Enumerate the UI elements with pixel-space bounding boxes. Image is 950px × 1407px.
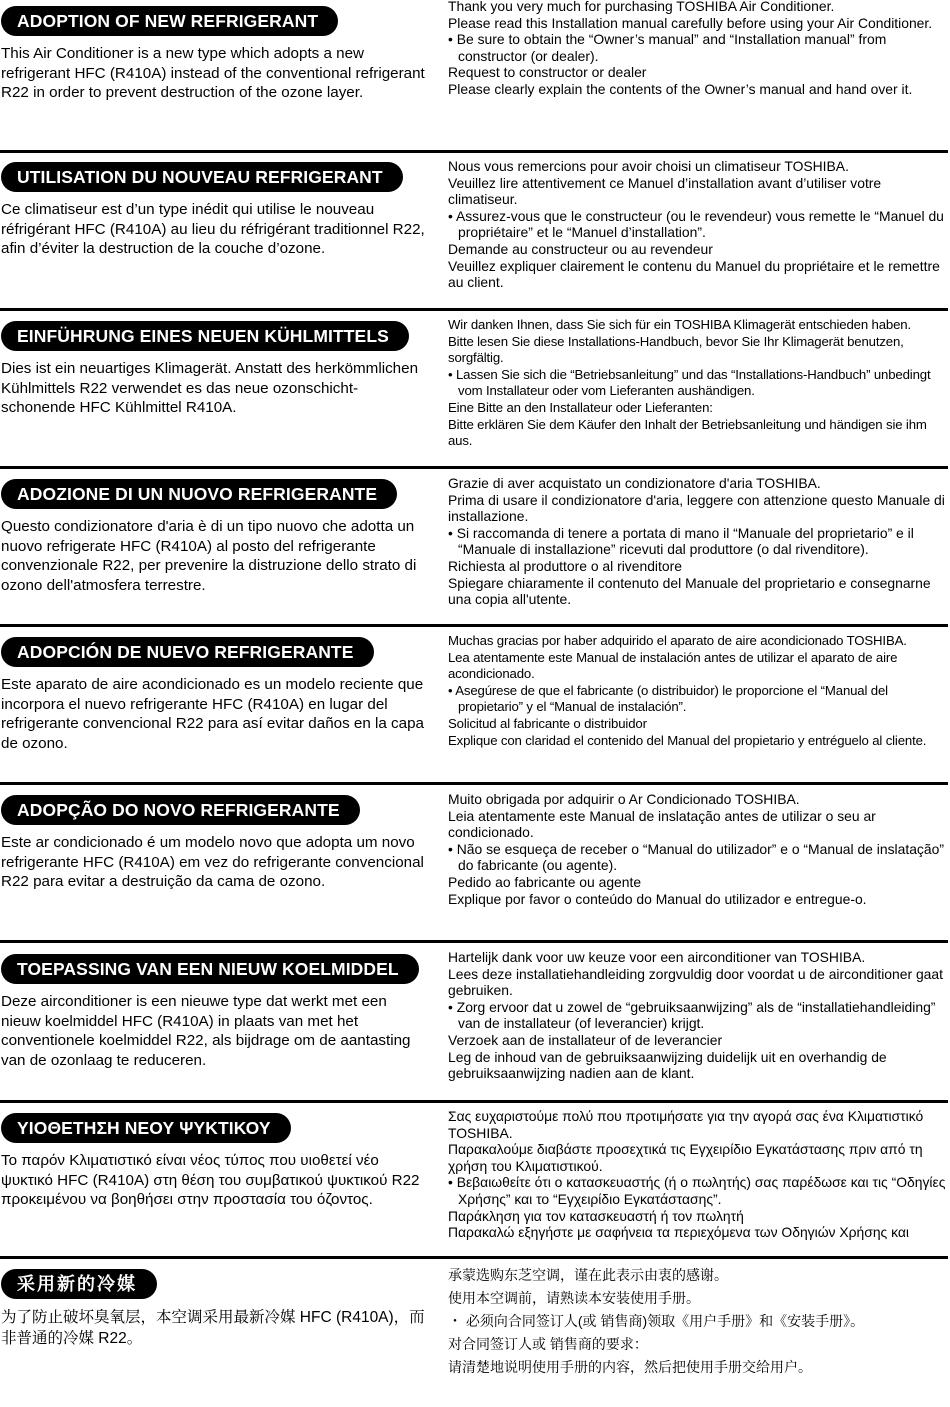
section-right-column — [448, 1264, 948, 1379]
section-heading: ADOZIONE DI UN NUOVO REFRIGERANTE — [1, 479, 397, 509]
right-paragraph: Bitte lesen Sie diese Installations-Handbuch, bevor Sie Ihr Klimagerät benutzen, sorgfältig. — [448, 333, 904, 366]
section-body: This Air Conditioner is a new type which adopts a new refrigerant HFC (R410A) instead of the conventional refrigerant R22 in order to prevent destruction of the ozone layer. — [1, 45, 425, 102]
right-paragraph: Eine Bitte an den Installateur oder Lieferanten: — [448, 399, 713, 415]
section-right-column — [448, 317, 948, 450]
right-paragraph: Spiegare chiaramente il contenuto del Manuale del proprietario e consegnarne una copia all'utente. — [448, 574, 931, 608]
section-heading: ADOPTION OF NEW REFRIGERANT — [1, 6, 338, 36]
section-left-column — [1, 795, 429, 892]
right-paragraph: Nous vous remercions pour avoir choisi un climatiseur TOSHIBA. — [448, 158, 849, 174]
section-heading: UTILISATION DU NOUVEAU REFRIGERANT — [1, 162, 403, 192]
right-paragraph: • Βεβαιωθείτε ότι ο κατασκευαστής (ή ο πωλητής) σας παρέδωσε και τις “Οδηγίες Χρήσης” και το “Εγχειρίδιο Εγκατάστασης”. — [448, 1174, 946, 1207]
right-paragraph: • Assurez-vous que le constructeur (ou le revendeur) vous remette le “Manuel du propriétaire” et le “Manuel d’installation”. — [448, 207, 944, 241]
right-paragraph: Explique por favor o conteúdo do Manual do utilizador e entregue-o. — [448, 890, 867, 907]
right-paragraph: Verzoek aan de installateur of de leverancier — [448, 1031, 723, 1048]
right-paragraph: Παρακαλούμε διαβάστε προσεχτικά τις Εγχειρίδιο Εγκατάστασης πριν από τη χρήση του Κλιματιστικού. — [448, 1141, 923, 1174]
section-body: Questo condizionatore d'aria è di un tipo nuovo che adotta un nuovo refrigerate HFC (R410A) al posto del refrigerante convenzionale R22, per prevenire la distruzione dello strato di ozono dell'atmosfera terrestre. — [1, 518, 417, 594]
section-divider — [0, 1100, 948, 1103]
right-paragraph: Muito obrigada por adquirir o Ar Condicionado TOSHIBA. — [448, 791, 800, 807]
section-right-column — [448, 0, 948, 98]
section-divider — [0, 150, 948, 153]
right-paragraph: Pedido ao fabricante ou agente — [448, 873, 642, 890]
right-paragraph: Demande au constructeur ou au revendeur — [448, 240, 713, 257]
right-paragraph: Richiesta al produttore o al rivenditore — [448, 557, 682, 574]
section-body: Este ar condicionado é um modelo novo que adopta um novo refrigerante HFC (R410A) em vez do refrigerante convencional R22 para evitar a destruição da cama de ozono. — [1, 834, 424, 891]
section-left-column — [1, 1269, 429, 1349]
right-paragraph: • Si raccomanda di tenere a portata di mano il “Manuale del proprietario” e il “Manuale di installazione” ricevuti dal produttore (o dal rivenditore). — [448, 524, 914, 558]
right-paragraph: Leia atentamente este Manual de inslatação antes de utilizar o seu ar condicionado. — [448, 807, 876, 841]
section-body: Το παρόν Κλιματιστικό είναι νέος τύπος που υιοθετεί νέο ψυκτικό HFC (R410A) στη θέση του συμβατικού ψυκτικού R22 προκειμένου να βοηθήσει στην προστασία του όζοντος. — [1, 1152, 420, 1209]
right-paragraph: Thank you very much for purchasing TOSHIBA Air Conditioner. — [448, 0, 835, 14]
right-paragraph: • Asegúrese de que el fabricante (o distribuidor) le proporcione el “Manual del propietario” y el “Manual de instalación”. — [448, 682, 888, 715]
right-paragraph: • Zorg ervoor dat u zowel de “gebruiksaanwijzing” als de “installatiehandleiding” van de installateur (of leverancier) krijgt. — [448, 998, 936, 1032]
right-paragraph: Please clearly explain the contents of the Owner’s manual and hand over it. — [448, 80, 913, 97]
section-divider — [0, 624, 948, 627]
right-paragraph: Hartelijk dank voor uw keuze voor een airconditioner van TOSHIBA. — [448, 949, 866, 965]
section-heading: ADOPÇÃO DO NOVO REFRIGERANTE — [1, 795, 360, 825]
right-paragraph: Explique con claridad el contenido del Manual del propietario y entréguelo al cliente. — [448, 732, 927, 748]
section-heading: ADOPCIÓN DE NUEVO REFRIGERANTE — [1, 637, 374, 667]
section-left-column — [1, 954, 429, 1070]
section-body: Deze airconditioner is een nieuwe type dat werkt met een nieuw koelmiddel HFC (R410A) in plaats van met het conventionele koelmiddel R22, als bijdrage om de aantasting van de ozonlaag te reduceren. — [1, 993, 411, 1069]
right-paragraph: Please read this Installation manual carefully before using your Air Conditioner. — [448, 14, 933, 31]
section-divider — [0, 782, 948, 785]
section-left-column — [1, 637, 429, 753]
right-paragraph: Παρακαλώ εξηγήστε με σαφήνεια τα περιεχόμενα των Οδηγιών Χρήσης και — [448, 1224, 909, 1241]
section-left-column — [1, 321, 429, 418]
section-right-column — [448, 791, 948, 907]
right-paragraph: Muchas gracias por haber adquirido el aparato de aire acondicionado TOSHIBA. — [448, 633, 907, 648]
section-left-column — [1, 6, 429, 103]
section-body: 为了防止破坏臭氧层，本空调采用最新冷媒 HFC (R410A)，而非普通的冷媒 R22。 — [1, 1309, 425, 1347]
right-paragraph: 请清楚地说明使用手册的内容，然后把使用手册交给用户。 — [448, 1359, 812, 1375]
right-paragraph: Veuillez expliquer clairement le contenu du Manuel du propriétaire et le remettre au client. — [448, 257, 940, 291]
right-paragraph: ・ 必须向合同签订人(或 销售商)领取《用户手册》和《安装手册》。 — [448, 1313, 865, 1329]
right-paragraph: Παράκληση για τον κατασκευαστή ή τον πωλητή — [448, 1207, 744, 1224]
right-paragraph: • Não se esqueça de receber o “Manual do utilizador” e o “Manual de inslatação” do fabricante (ou agente). — [448, 840, 944, 874]
right-paragraph: Leg de inhoud van de gebruiksaanwijzing duidelijk uit en overhandig de gebruiksaanwijzing nadien aan de klant. — [448, 1048, 887, 1082]
right-paragraph: Σας ευχαριστούμε πολύ που προτιμήσατε για την αγορά σας ένα Κλιματιστικό TOSHIBA. — [448, 1108, 924, 1141]
section-heading: EINFÜHRUNG EINES NEUEN KÜHLMITTELS — [1, 321, 409, 351]
right-paragraph: Wir danken Ihnen, dass Sie sich für ein TOSHIBA Klimagerät entschieden haben. — [448, 317, 911, 332]
section-divider — [0, 308, 948, 311]
section-right-column — [448, 633, 948, 749]
right-paragraph: Lea atentamente este Manual de instalación antes de utilizar el aparato de aire acondicionado. — [448, 649, 898, 682]
right-paragraph: 对合同签订人或 销售商的要求： — [448, 1336, 648, 1352]
section-right-column — [448, 475, 948, 608]
section-body: Este aparato de aire acondicionado es un modelo reciente que incorpora el nuevo refrigerante HFC (R410A) en lugar del refrigerante convencional R22 para así evitar daños en la capa de ozono. — [1, 676, 424, 752]
section-body: Dies ist ein neuartiges Klimagerät. Anstatt des herkömmlichen Kühlmittels R22 verwendet es das neue ozonschicht-schonende HFC Kühlmittel R410A. — [1, 360, 419, 417]
section-right-column — [448, 949, 948, 1082]
section-divider — [0, 466, 948, 469]
right-paragraph: Lees deze installatiehandleiding zorgvuldig door voordat u de airconditioner gaat gebruiken. — [448, 965, 943, 999]
section-right-column — [448, 158, 948, 291]
right-paragraph: Prima di usare il condizionatore d'aria, leggere con attenzione questo Manuale di installazione. — [448, 491, 945, 525]
right-paragraph: Solicitud al fabricante o distribuidor — [448, 715, 647, 731]
section-heading: ΥΙΟΘΕΤΗΣΗ ΝΕΟΥ ΨΥΚΤΙΚΟΥ — [1, 1113, 291, 1143]
section-heading: 采用新的冷媒 — [1, 1269, 157, 1299]
section-left-column — [1, 162, 429, 259]
section-body: Ce climatiseur est d’un type inédit qui utilise le nouveau réfrigérant HFC (R410A) au lieu du réfrigérant traditionnel R22, afin d’éviter la destruction de la couche d’ozone. — [1, 201, 425, 258]
right-paragraph: Veuillez lire attentivement ce Manuel d’installation avant d’utiliser votre climatiseur. — [448, 174, 882, 208]
right-paragraph: Request to constructor or dealer — [448, 64, 647, 81]
section-divider — [0, 1256, 948, 1259]
section-heading: TOEPASSING VAN EEN NIEUW KOELMIDDEL — [1, 954, 419, 984]
section-left-column — [1, 479, 429, 595]
right-paragraph: 使用本空调前，请熟读本安装使用手册。 — [448, 1290, 700, 1306]
right-paragraph: • Be sure to obtain the “Owner’s manual” and “Installation manual” from constructor (or dealer). — [448, 31, 887, 64]
right-paragraph: Bitte erklären Sie dem Käufer den Inhalt der Betriebsanleitung und händigen sie ihm aus. — [448, 416, 927, 449]
section-divider — [0, 940, 948, 943]
right-paragraph: Grazie di aver acquistato un condizionatore d'aria TOSHIBA. — [448, 475, 821, 491]
section-right-column — [448, 1108, 948, 1241]
right-paragraph: 承蒙选购东芝空调，谨在此表示由衷的感谢。 — [448, 1267, 728, 1283]
section-left-column — [1, 1113, 429, 1210]
right-paragraph: • Lassen Sie sich die “Betriebsanleitung” und das “Installations-Handbuch” unbedingt vom Installateur oder vom Lieferanten aushändigen. — [448, 366, 931, 399]
